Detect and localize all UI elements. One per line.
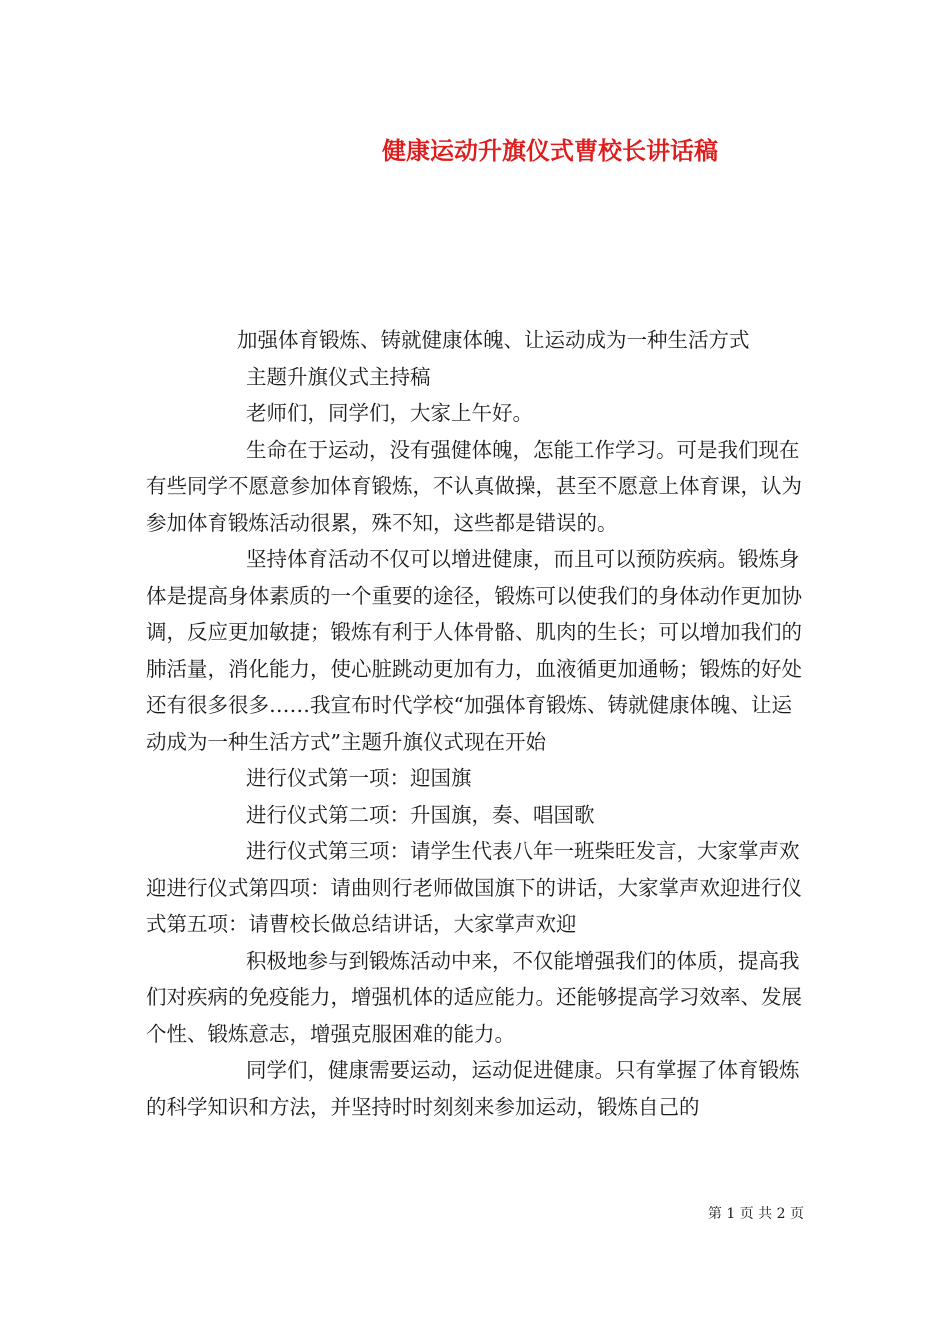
ceremony-item: 进行仪式第二项：升国旗，奏、唱国歌	[246, 802, 595, 827]
body-paragraph: 生命在于运动，没有强健体魄，怎能工作学习。可是我们现在有些同学不愿意参加体育锻炼，不认真做操，甚至不愿意上体育课，认为参加体育锻炼活动很累，殊不知，这些都是错误的。	[146, 437, 802, 535]
subtitle-line: 加强体育锻炼、铸就健康体魄、让运动成为一种生活方式	[237, 328, 750, 352]
ceremony-item: 进行仪式第一项：迎国旗	[246, 766, 472, 790]
body-paragraph: 同学们，健康需要运动，运动促进健康。只有掌握了体育锻炼的科学知识和方法，并坚持时时刻刻来参加运动，锻炼自己的	[146, 1058, 800, 1119]
body-paragraph: 坚持体育活动不仅可以增进健康，而且可以预防疾病。锻炼身体是提高身体素质的一个重要的途径，锻炼可以使我们的身体动作更加协调，反应更加敏捷；锻炼有利于人体骨骼、肌肉的生长；可以增加我们的肺活量，消化能力，使心脏跳动更加有力，血液循更加通畅；锻炼的好处还有很多很多……我宣布时代学校“加强体育锻炼、铸就健康体魄、让运动成为一种生活方式”主题升旗仪式现在开始	[146, 547, 802, 754]
subtitle-line: 主题升旗仪式主持稿	[246, 364, 431, 389]
ceremony-item: 进行仪式第三项：请学生代表八年一班柴旺发言，大家掌声欢迎进行仪式第四项：请曲则行老师做国旗下的讲话，大家掌声欢迎进行仪式第五项：请曹校长做总结讲话，大家掌声欢迎	[146, 839, 802, 936]
greeting-paragraph: 老师们，同学们，大家上午好。	[246, 401, 533, 425]
document-body	[146, 322, 810, 1125]
page-number: 第 1 页 共 2 页	[707, 1206, 804, 1222]
document-title: 健康运动升旗仪式曹校长讲话稿	[382, 136, 718, 165]
body-paragraph: 积极地参与到锻炼活动中来，不仅能增强我们的体质，提高我们对疾病的免疫能力，增强机体的适应能力。还能够提高学习效率、发展个性、锻炼意志，增强克服困难的能力。	[146, 948, 802, 1046]
